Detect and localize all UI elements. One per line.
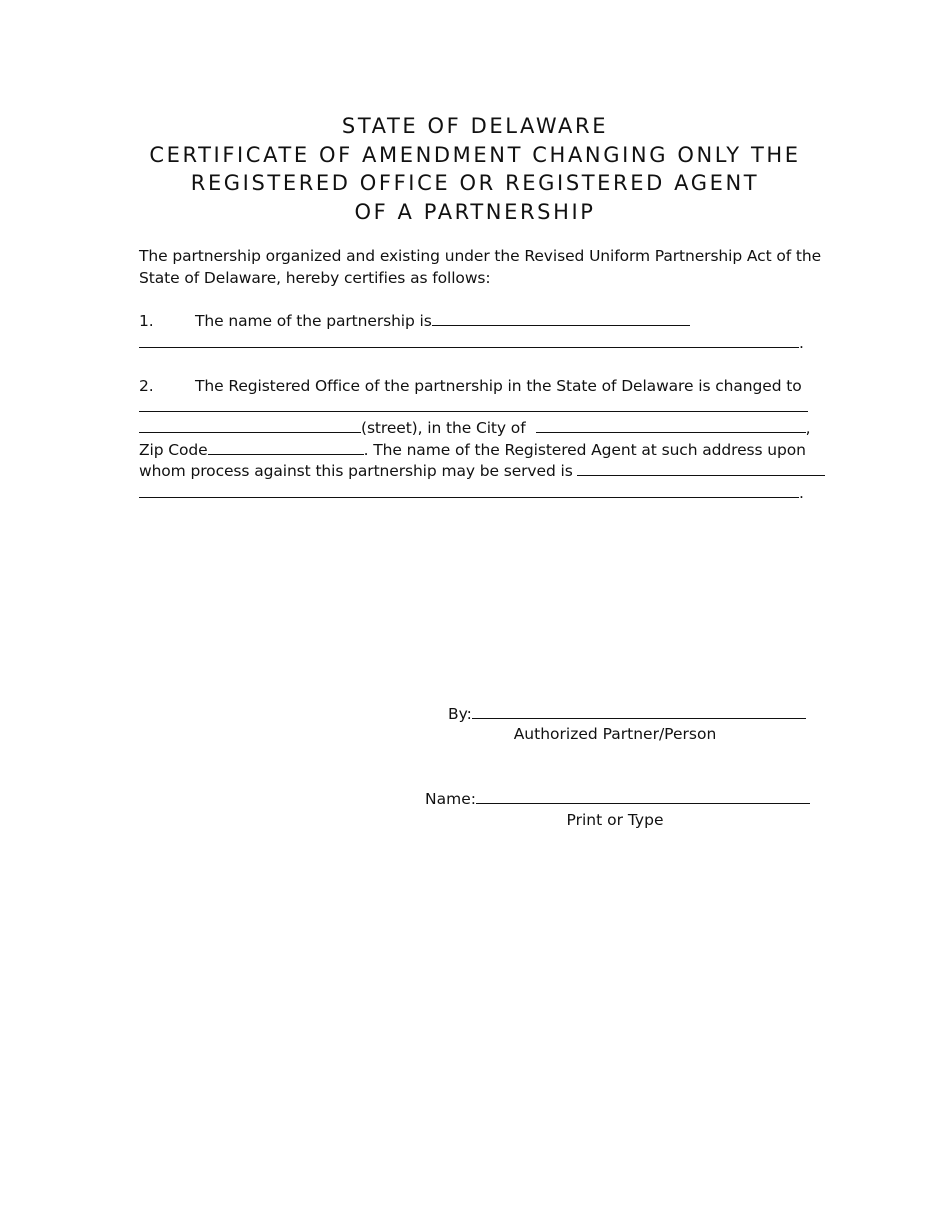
title-line-registered: REGISTERED OFFICE OR REGISTERED AGENT xyxy=(190,171,760,195)
name-caption: Print or Type xyxy=(566,811,664,829)
agent-line xyxy=(139,461,825,483)
intro-line-2: State of Delaware, hereby certifies as follows: xyxy=(139,269,491,287)
title-line-certificate: CERTIFICATE OF AMENDMENT CHANGING ONLY THE xyxy=(149,142,801,167)
item-2-label: The Registered Office of the partnership in the State of Delaware is changed to xyxy=(195,377,802,395)
zip-code-label: Zip Code xyxy=(139,441,208,459)
registered-agent-field-line-2[interactable] xyxy=(139,483,799,498)
item-2-row xyxy=(139,376,802,398)
street-field[interactable] xyxy=(139,418,361,433)
registered-office-line-1 xyxy=(139,397,808,419)
item-1-label: The name of the partnership is xyxy=(195,312,432,330)
registered-office-address-field[interactable] xyxy=(139,397,808,412)
city-comma: , xyxy=(805,419,811,437)
name-row xyxy=(425,789,810,810)
item-1-row xyxy=(139,311,690,333)
by-signature-row xyxy=(448,704,806,725)
item-1-period: . xyxy=(799,334,804,352)
registered-agent-field[interactable] xyxy=(577,461,825,476)
printed-name-field[interactable] xyxy=(476,789,810,804)
agent-continuation xyxy=(139,483,804,505)
item-2-period: . xyxy=(799,484,804,502)
partnership-name-field[interactable] xyxy=(432,311,690,326)
item-1-continuation xyxy=(139,333,804,355)
title-line-state: STATE OF DELAWARE xyxy=(341,114,609,138)
title-line-partnership: OF A PARTNERSHIP xyxy=(354,199,596,224)
agent-text-b: whom process against this partnership may be served is xyxy=(139,462,573,480)
zip-code-line xyxy=(139,440,806,462)
zip-code-field[interactable] xyxy=(208,440,364,455)
signature-field[interactable] xyxy=(472,704,806,719)
by-caption: Authorized Partner/Person xyxy=(513,725,717,743)
item-1-number: 1. xyxy=(139,312,154,330)
registered-office-line-2 xyxy=(139,418,810,440)
agent-text-a: . The name of the Registered Agent at such address upon xyxy=(363,441,806,459)
intro-line-1: The partnership organized and existing under the Revised Uniform Partnership Act of the xyxy=(139,247,822,265)
street-label: (street), in the City of xyxy=(361,419,526,437)
by-label: By: xyxy=(448,705,472,723)
name-label: Name: xyxy=(425,790,476,808)
document-title xyxy=(0,112,950,226)
city-field[interactable] xyxy=(536,418,806,433)
item-2-number: 2. xyxy=(139,377,154,395)
partnership-name-field-line-2[interactable] xyxy=(139,333,799,348)
